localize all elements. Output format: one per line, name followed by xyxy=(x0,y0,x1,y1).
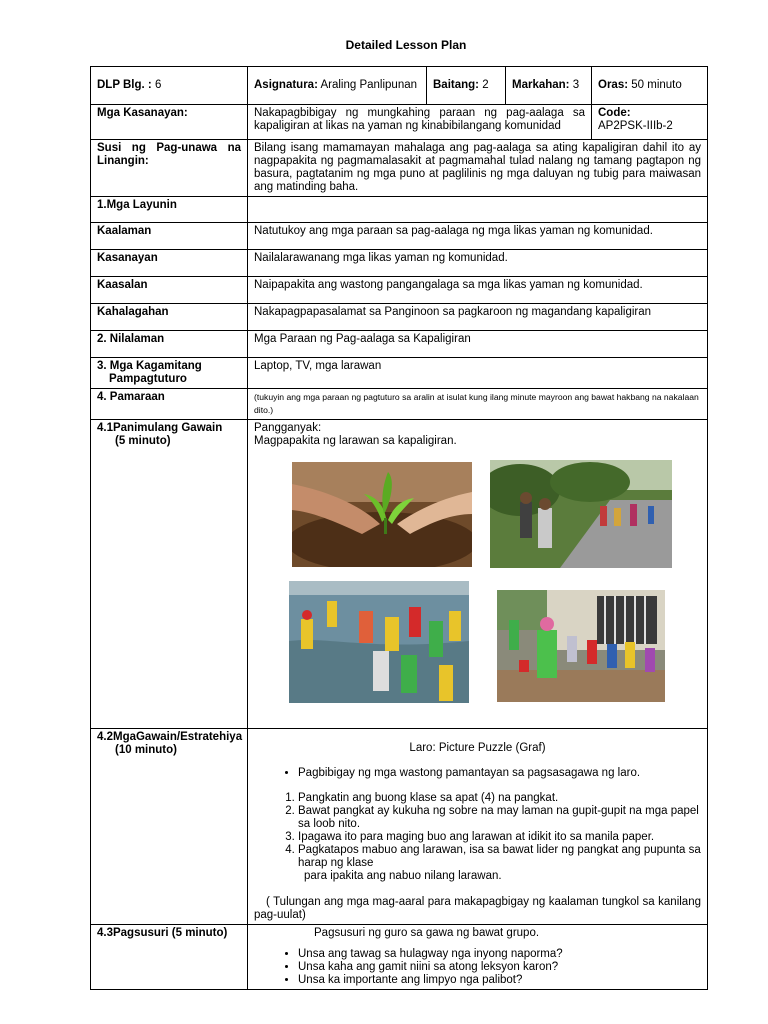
key-understanding-label: Susi ng Pag-unawa na Linangin: xyxy=(91,140,248,197)
objective-text: Naipapakita ang wastong pangangalaga sa mga likas yaman ng komunidad. xyxy=(248,277,708,304)
river-cleanup-photo xyxy=(289,581,469,703)
materials-text: Laptop, TV, mga larawan xyxy=(248,358,708,389)
objective-label: Kasanayan xyxy=(91,250,248,277)
key-understanding-text: Bilang isang mamamayan mahalaga ang pag-aalaga sa ating kapaligiran dahil ito ay nagpapakita ng pagmamalasakit at pagmamahal tulad nalang ng tamang pagtapon ng basura, pagtatanim ng mga puno at paglilinis ng mga daluyan ng tubig para maiwasan ang matinding baha. xyxy=(248,140,708,197)
time-cell: Oras: 50 minuto xyxy=(592,67,708,105)
activity-heading: Laro: Picture Puzzle (Graf) xyxy=(409,742,546,754)
list-item: 4. Pagkatapos mabuo ang larawan, isa sa bawat lider ng pangkat ang pupunta sa harap ng klase xyxy=(298,844,701,870)
quarter-value: 3 xyxy=(572,79,580,91)
dlp-cell: DLP Blg. : 6 xyxy=(91,67,248,105)
intro-label: 4.1Panimulang Gawain xyxy=(97,422,223,434)
intro-row xyxy=(91,420,708,729)
list-item: • Pagbibigay ng mga wastong pamantayan sa pagsasagawa ng laro. xyxy=(298,767,701,780)
subject-value: Araling Panlipunan xyxy=(320,79,418,91)
subject-cell: Asignatura: Araling Panlipunan xyxy=(248,67,427,105)
school-cleaning-photo xyxy=(497,590,665,702)
competency-text: Nakapagbibigay ng mungkahing paraan ng pag-aalaga sa kapaligiran at likas na yaman ng kinabibilangang komunidad xyxy=(248,105,592,140)
intro-content xyxy=(248,420,708,729)
analysis-row xyxy=(91,925,708,990)
objective-label: Kaalaman xyxy=(91,223,248,250)
objective-text: Nailalarawanang mga likas yaman ng komunidad. xyxy=(248,250,708,277)
objective-value-row xyxy=(91,304,708,331)
objective-skill-row xyxy=(91,250,708,277)
activity-label: 4.2MgaGawain/Estratehiya xyxy=(97,731,243,743)
analysis-content xyxy=(248,925,708,990)
materials-row xyxy=(91,358,708,389)
objective-label: Kahalagahan xyxy=(91,304,248,331)
activity-label-cell xyxy=(91,729,248,925)
procedure-row xyxy=(91,389,708,420)
intro-label-cell xyxy=(91,420,248,729)
content-row xyxy=(91,331,708,358)
competency-row xyxy=(91,105,708,140)
lesson-plan-table xyxy=(90,66,708,990)
content-text: Mga Paraan ng Pag-aalaga sa Kapaligiran xyxy=(248,331,708,358)
list-item: • Unsa kaha ang gamit niini sa atong leksyon karon? xyxy=(298,961,701,974)
content-label: 2. Nilalaman xyxy=(91,331,248,358)
objective-label: Kaasalan xyxy=(91,277,248,304)
quarter-cell: Markahan: 3 xyxy=(506,67,592,105)
grade-value: 2 xyxy=(482,79,489,91)
activity-note: ( Tulungan ang mga mag-aaral para makapagbigay ng kaalaman tungkol sa kanilang pag-uulat) xyxy=(254,896,701,921)
procedure-text: (tukuyin ang mga paraan ng pagtuturo sa aralin at isulat kung ilang minute mayroon ang bawat hakbang na nakalaan dito.) xyxy=(248,389,708,420)
intro-time: (5 minuto) xyxy=(115,435,171,447)
time-value: 50 minuto xyxy=(631,79,682,91)
analysis-label: 4.3Pagsusuri (5 minuto) xyxy=(91,925,248,990)
analysis-questions xyxy=(254,948,701,987)
activity-time: (10 minuto) xyxy=(115,744,177,756)
activity-bullets xyxy=(254,767,701,780)
code-label: Code: xyxy=(598,107,631,119)
list-item: • Unsa ka importante ang limpyo nga palibot? xyxy=(298,974,701,987)
page-title: Detailed Lesson Plan xyxy=(345,38,467,52)
key-understanding-row xyxy=(91,140,708,197)
activity-step-continuation: para ipakita ang nabuo nilang larawan. xyxy=(304,870,502,882)
planting-seedling-photo xyxy=(292,462,472,567)
code-cell xyxy=(592,105,708,140)
header-row xyxy=(91,67,708,105)
materials-label: 3. Mga Kagamitang Pampagtuturo xyxy=(91,358,248,389)
list-item: 1. Pangkatin ang buong klase sa apat (4) na pangkat. xyxy=(298,792,701,805)
photo-grid xyxy=(254,448,701,712)
intro-line2: Magpapakita ng larawan sa kapaligiran. xyxy=(254,435,457,447)
objective-knowledge-row xyxy=(91,223,708,250)
procedure-label: 4. Pamaraan xyxy=(91,389,248,420)
activity-content xyxy=(248,729,708,925)
analysis-text: Pagsusuri ng guro sa gawa ng bawat grupo. xyxy=(314,927,540,939)
objective-attitude-row xyxy=(91,277,708,304)
list-item: 2. Bawat pangkat ay kukuha ng sobre na may laman na gupit-gupit na mga papel sa loob nito. xyxy=(298,805,701,831)
objectives-label: 1.Mga Layunin xyxy=(91,197,248,223)
objectives-row xyxy=(91,197,708,223)
activity-steps xyxy=(254,792,701,870)
grade-cell: Baitang: 2 xyxy=(427,67,506,105)
list-item: 3. Ipagawa ito para maging buo ang larawan at idikit ito sa manila paper. xyxy=(298,831,701,844)
intro-line1: Pangganyak: xyxy=(254,422,322,434)
objective-text: Nakapagpapasalamat sa Panginoon sa pagkaroon ng magandang kapaligiran xyxy=(248,304,708,331)
dlp-value: 6 xyxy=(154,79,162,91)
competency-label: Mga Kasanayan: xyxy=(91,105,248,140)
street-sweeping-photo xyxy=(490,460,672,568)
code-value: AP2PSK-IIIb-2 xyxy=(598,120,673,132)
list-item: • Unsa ang tawag sa hulagway nga inyong naporma? xyxy=(298,948,701,961)
objective-text: Natutukoy ang mga paraan sa pag-aalaga ng mga likas yaman ng komunidad. xyxy=(248,223,708,250)
activity-row xyxy=(91,729,708,925)
